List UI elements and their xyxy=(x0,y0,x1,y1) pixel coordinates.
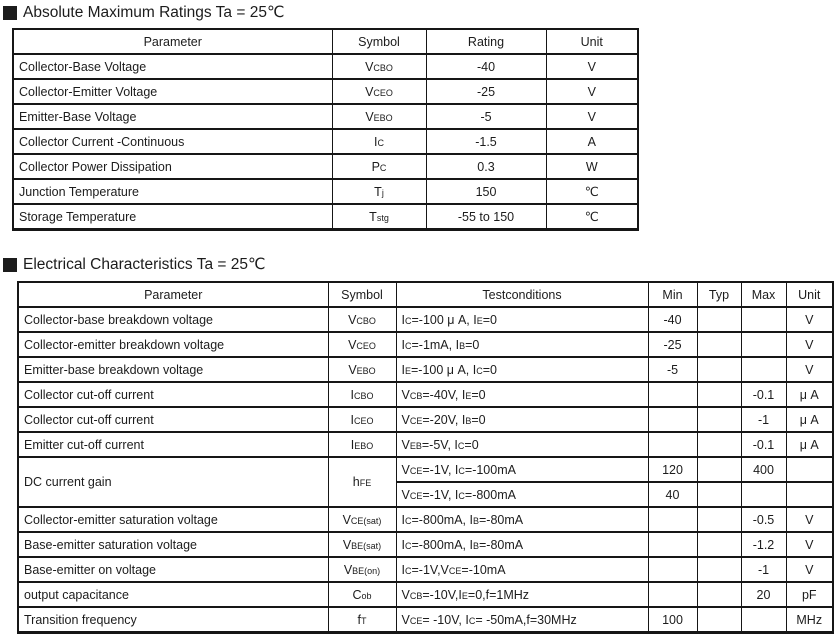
table-row xyxy=(18,532,833,557)
symbol-cell: hFE xyxy=(328,457,396,507)
unit-cell: A xyxy=(546,129,638,154)
unit-cell: μ A xyxy=(786,407,833,432)
column-header-testconditions: Testconditions xyxy=(396,282,648,307)
column-header-min: Min xyxy=(648,282,697,307)
parameter-cell: Collector Current -Continuous xyxy=(13,129,332,154)
min-cell xyxy=(648,582,697,607)
column-header-unit: Unit xyxy=(786,282,833,307)
testconditions-cell: VCB=-40V, IE=0 xyxy=(396,382,648,407)
min-cell: -5 xyxy=(648,357,697,382)
testconditions-cell: VEB=-5V, IC=0 xyxy=(396,432,648,457)
min-cell xyxy=(648,507,697,532)
table-row xyxy=(18,307,833,332)
symbol-cell: Tstg xyxy=(332,204,426,230)
typ-cell xyxy=(697,432,741,457)
table-row xyxy=(18,507,833,532)
symbol-cell: IEBO xyxy=(328,432,396,457)
section-title-text: Absolute Maximum Ratings Ta = 25℃ xyxy=(23,4,285,21)
symbol-cell: IC xyxy=(332,129,426,154)
rating-cell: -5 xyxy=(426,104,546,129)
symbol-cell: VBE(on) xyxy=(328,557,396,582)
typ-cell xyxy=(697,457,741,482)
column-header-symbol: Symbol xyxy=(328,282,396,307)
symbol-cell: VCEO xyxy=(332,79,426,104)
symbol-cell: Cob xyxy=(328,582,396,607)
parameter-cell: Emitter-base breakdown voltage xyxy=(18,357,328,382)
unit-cell xyxy=(786,482,833,507)
typ-cell xyxy=(697,332,741,357)
parameter-cell: Base-emitter saturation voltage xyxy=(18,532,328,557)
unit-cell: μ A xyxy=(786,432,833,457)
unit-cell xyxy=(786,457,833,482)
max-cell: -0.1 xyxy=(741,382,786,407)
min-cell xyxy=(648,382,697,407)
testconditions-cell: VCB=-10V,IE=0,f=1MHz xyxy=(396,582,648,607)
typ-cell xyxy=(697,607,741,633)
section-title-text: Electrical Characteristics Ta = 25℃ xyxy=(23,256,266,273)
header-row xyxy=(18,282,833,307)
table-row xyxy=(18,582,833,607)
rating-cell: -1.5 xyxy=(426,129,546,154)
parameter-cell: Collector-emitter breakdown voltage xyxy=(18,332,328,357)
symbol-cell: VCE(sat) xyxy=(328,507,396,532)
typ-cell xyxy=(697,557,741,582)
rating-cell: -55 to 150 xyxy=(426,204,546,230)
table-row xyxy=(18,332,833,357)
column-header-parameter: Parameter xyxy=(13,29,332,54)
min-cell: 40 xyxy=(648,482,697,507)
symbol-cell: VCBO xyxy=(328,307,396,332)
parameter-cell: Collector cut-off current xyxy=(18,407,328,432)
symbol-cell: ICBO xyxy=(328,382,396,407)
symbol-cell: VEBO xyxy=(328,357,396,382)
section-title-absolute-maximum-ratings xyxy=(0,0,837,21)
column-header-unit: Unit xyxy=(546,29,638,54)
table-row xyxy=(18,357,833,382)
absolute-maximum-ratings-table xyxy=(12,28,639,231)
column-header-typ: Typ xyxy=(697,282,741,307)
unit-cell: pF xyxy=(786,582,833,607)
parameter-cell: DC current gain xyxy=(18,457,328,507)
parameter-cell: Transition frequency xyxy=(18,607,328,633)
min-cell: -40 xyxy=(648,307,697,332)
testconditions-cell: VCE=-1V, IC=-800mA xyxy=(396,482,648,507)
typ-cell xyxy=(697,307,741,332)
min-cell xyxy=(648,557,697,582)
testconditions-cell: VCE=-1V, IC=-100mA xyxy=(396,457,648,482)
parameter-cell: Collector-Emitter Voltage xyxy=(13,79,332,104)
typ-cell xyxy=(697,532,741,557)
symbol-cell: PC xyxy=(332,154,426,179)
unit-cell: V xyxy=(786,532,833,557)
rating-cell: 150 xyxy=(426,179,546,204)
unit-cell: V xyxy=(786,307,833,332)
square-bullet-icon xyxy=(3,258,17,272)
testconditions-cell: IC=-1mA, IB=0 xyxy=(396,332,648,357)
column-header-symbol: Symbol xyxy=(332,29,426,54)
testconditions-cell: IC=-800mA, IB=-80mA xyxy=(396,532,648,557)
table-row xyxy=(13,204,638,230)
parameter-cell: Junction Temperature xyxy=(13,179,332,204)
symbol-cell: fT xyxy=(328,607,396,633)
min-cell: 120 xyxy=(648,457,697,482)
max-cell xyxy=(741,332,786,357)
parameter-cell: Collector-Base Voltage xyxy=(13,54,332,79)
max-cell: -1 xyxy=(741,557,786,582)
table-row xyxy=(13,129,638,154)
min-cell: 100 xyxy=(648,607,697,633)
unit-cell: ℃ xyxy=(546,179,638,204)
unit-cell: V xyxy=(786,557,833,582)
typ-cell xyxy=(697,357,741,382)
typ-cell xyxy=(697,407,741,432)
column-header-max: Max xyxy=(741,282,786,307)
table-row xyxy=(18,607,833,633)
typ-cell xyxy=(697,582,741,607)
symbol-cell: VCEO xyxy=(328,332,396,357)
parameter-cell: Collector-emitter saturation voltage xyxy=(18,507,328,532)
min-cell xyxy=(648,407,697,432)
table-row xyxy=(13,179,638,204)
testconditions-cell: IE=-100 μ A, IC=0 xyxy=(396,357,648,382)
electrical-characteristics-table xyxy=(17,281,834,634)
symbol-cell: ICEO xyxy=(328,407,396,432)
table-row xyxy=(18,432,833,457)
max-cell: -0.1 xyxy=(741,432,786,457)
parameter-cell: Base-emitter on voltage xyxy=(18,557,328,582)
min-cell xyxy=(648,432,697,457)
unit-cell: ℃ xyxy=(546,204,638,230)
max-cell: 400 xyxy=(741,457,786,482)
symbol-cell: VEBO xyxy=(332,104,426,129)
table-row xyxy=(13,79,638,104)
parameter-cell: output capacitance xyxy=(18,582,328,607)
max-cell: -1.2 xyxy=(741,532,786,557)
min-cell xyxy=(648,532,697,557)
table-row xyxy=(18,557,833,582)
rating-cell: -40 xyxy=(426,54,546,79)
max-cell xyxy=(741,607,786,633)
unit-cell: V xyxy=(546,54,638,79)
symbol-cell: VBE(sat) xyxy=(328,532,396,557)
max-cell xyxy=(741,307,786,332)
table-row xyxy=(13,104,638,129)
max-cell xyxy=(741,357,786,382)
typ-cell xyxy=(697,482,741,507)
unit-cell: V xyxy=(786,357,833,382)
column-header-rating: Rating xyxy=(426,29,546,54)
max-cell: 20 xyxy=(741,582,786,607)
testconditions-cell: IC=-800mA, IB=-80mA xyxy=(396,507,648,532)
unit-cell: V xyxy=(786,332,833,357)
unit-cell: μ A xyxy=(786,382,833,407)
section-title-electrical-characteristics xyxy=(0,231,837,273)
testconditions-cell: IC=-100 μ A, IE=0 xyxy=(396,307,648,332)
testconditions-cell: IC=-1V,VCE=-10mA xyxy=(396,557,648,582)
parameter-cell: Collector-base breakdown voltage xyxy=(18,307,328,332)
max-cell: -0.5 xyxy=(741,507,786,532)
parameter-cell: Collector cut-off current xyxy=(18,382,328,407)
table-row xyxy=(18,457,833,482)
table-row xyxy=(18,382,833,407)
parameter-cell: Emitter-Base Voltage xyxy=(13,104,332,129)
rating-cell: -25 xyxy=(426,79,546,104)
unit-cell: V xyxy=(546,104,638,129)
symbol-cell: VCBO xyxy=(332,54,426,79)
typ-cell xyxy=(697,507,741,532)
unit-cell: W xyxy=(546,154,638,179)
unit-cell: V xyxy=(546,79,638,104)
testconditions-cell: VCE= -10V, IC= -50mA,f=30MHz xyxy=(396,607,648,633)
testconditions-cell: VCE=-20V, IB=0 xyxy=(396,407,648,432)
table-row xyxy=(13,54,638,79)
unit-cell: V xyxy=(786,507,833,532)
table-row xyxy=(18,407,833,432)
symbol-cell: Tj xyxy=(332,179,426,204)
min-cell: -25 xyxy=(648,332,697,357)
column-header-parameter: Parameter xyxy=(18,282,328,307)
max-cell: -1 xyxy=(741,407,786,432)
table-row xyxy=(13,154,638,179)
max-cell xyxy=(741,482,786,507)
parameter-cell: Storage Temperature xyxy=(13,204,332,230)
square-bullet-icon xyxy=(3,6,17,20)
parameter-cell: Collector Power Dissipation xyxy=(13,154,332,179)
unit-cell: MHz xyxy=(786,607,833,633)
rating-cell: 0.3 xyxy=(426,154,546,179)
parameter-cell: Emitter cut-off current xyxy=(18,432,328,457)
header-row xyxy=(13,29,638,54)
typ-cell xyxy=(697,382,741,407)
